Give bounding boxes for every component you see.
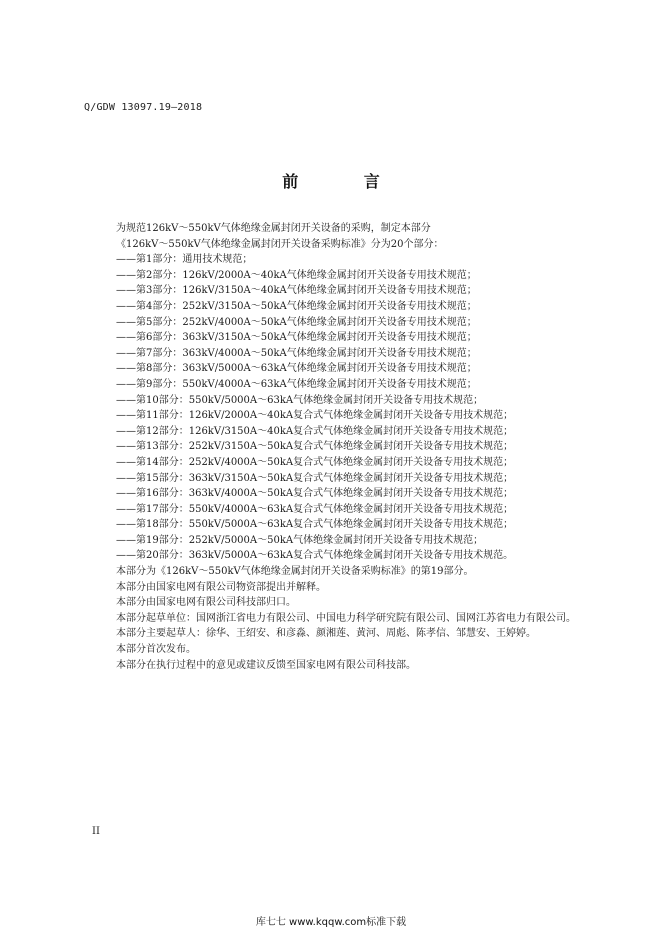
- drafters-statement: 本部分主要起草人：徐华、王绍安、和彦淼、颜湘莲、黄河、周彪、陈孝信、邹慧安、王婷婷。: [116, 628, 536, 640]
- foreword-body: [94, 221, 604, 673]
- intro-paragraph: 为规范126kV～550kV气体绝缘金属封闭开关设备的采购，制定本部分: [116, 223, 431, 234]
- part-list-item: ——第7部分：363kV/4000A～50kA气体绝缘金属封闭开关设备专用技术规范；: [116, 347, 477, 359]
- part-list-item: ——第16部分：363kV/4000A～50kA复合式气体绝缘金属封闭开关设备专用技术规范；: [116, 488, 514, 500]
- part-list-item: ——第17部分：550kV/4000A～63kA复合式气体绝缘金属封闭开关设备专用技术规范；: [116, 503, 514, 515]
- part-list-item: ——第18部分：550kV/5000A～63kA复合式气体绝缘金属封闭开关设备专用技术规范；: [116, 519, 514, 531]
- part-list-item: ——第10部分：550kV/5000A～63kA气体绝缘金属封闭开关设备专用技术规范；: [116, 394, 484, 406]
- part-list-item: ——第11部分：126kV/2000A～40kA复合式气体绝缘金属封闭开关设备专用技术规范；: [116, 410, 514, 422]
- part-list-item: ——第3部分：126kV/3150A～40kA气体绝缘金属封闭开关设备专用技术规范；: [116, 285, 477, 297]
- this-part-statement: 本部分为《126kV～550kV气体绝缘金属封闭开关设备采购标准》的第19部分。: [116, 566, 474, 578]
- part-list-item: ——第19部分：252kV/5000A～50kA气体绝缘金属封闭开关设备专用技术规范；: [116, 534, 484, 546]
- feedback-statement: 本部分在执行过程中的意见或建议反馈至国家电网有限公司科技部。: [116, 659, 416, 671]
- page-number: II: [92, 826, 100, 837]
- part-list-item: ——第4部分：252kV/3150A～50kA气体绝缘金属封闭开关设备专用技术规范；: [116, 300, 477, 312]
- part-list-item: ——第9部分：550kV/4000A～63kA气体绝缘金属封闭开关设备专用技术规范；: [116, 378, 477, 390]
- proposed-statement: 本部分由国家电网有限公司物资部提出并解释。: [116, 581, 326, 593]
- footer-watermark: 库七七 www.kqqw.com标准下载: [255, 917, 407, 928]
- page-title: 前 言: [282, 172, 410, 191]
- drafting-units-statement: 本部分起草单位：国网浙江省电力有限公司、中国电力科学研究院有限公司、国网江苏省电力有限公司。: [116, 612, 576, 624]
- part-list-item: ——第5部分：252kV/4000A～50kA气体绝缘金属封闭开关设备专用技术规范；: [116, 316, 477, 328]
- part-list-item: ——第1部分：通用技术规范；: [116, 254, 253, 266]
- part-list-item: ——第13部分：252kV/3150A～50kA复合式气体绝缘金属封闭开关设备专用技术规范；: [116, 441, 514, 453]
- part-list-item: ——第12部分：126kV/3150A～40kA复合式气体绝缘金属封闭开关设备专用技术规范；: [116, 425, 514, 437]
- part-list-item: ——第6部分：363kV/3150A～50kA气体绝缘金属封闭开关设备专用技术规范；: [116, 332, 477, 344]
- part-list-item: ——第15部分：363kV/3150A～50kA复合式气体绝缘金属封闭开关设备专用技术规范；: [116, 472, 514, 484]
- first-release-statement: 本部分首次发布。: [116, 644, 196, 656]
- part-list-item: ——第14部分：252kV/4000A～50kA复合式气体绝缘金属封闭开关设备专用技术规范；: [116, 456, 514, 468]
- document-code: Q/GDW 13097.19—2018: [84, 102, 203, 113]
- part-list-item: ——第8部分：363kV/5000A～63kA气体绝缘金属封闭开关设备专用技术规范；: [116, 363, 477, 375]
- part-list-item: ——第20部分：363kV/5000A～63kA复合式气体绝缘金属封闭开关设备专用技术规范。: [116, 550, 514, 562]
- managed-statement: 本部分由国家电网有限公司科技部归口。: [116, 597, 296, 609]
- part-list-item: ——第2部分：126kV/2000A～40kA气体绝缘金属封闭开关设备专用技术规范；: [116, 269, 477, 281]
- intro-paragraph: 《126kV～550kV气体绝缘金属封闭开关设备采购标准》分为20个部分：: [116, 238, 444, 250]
